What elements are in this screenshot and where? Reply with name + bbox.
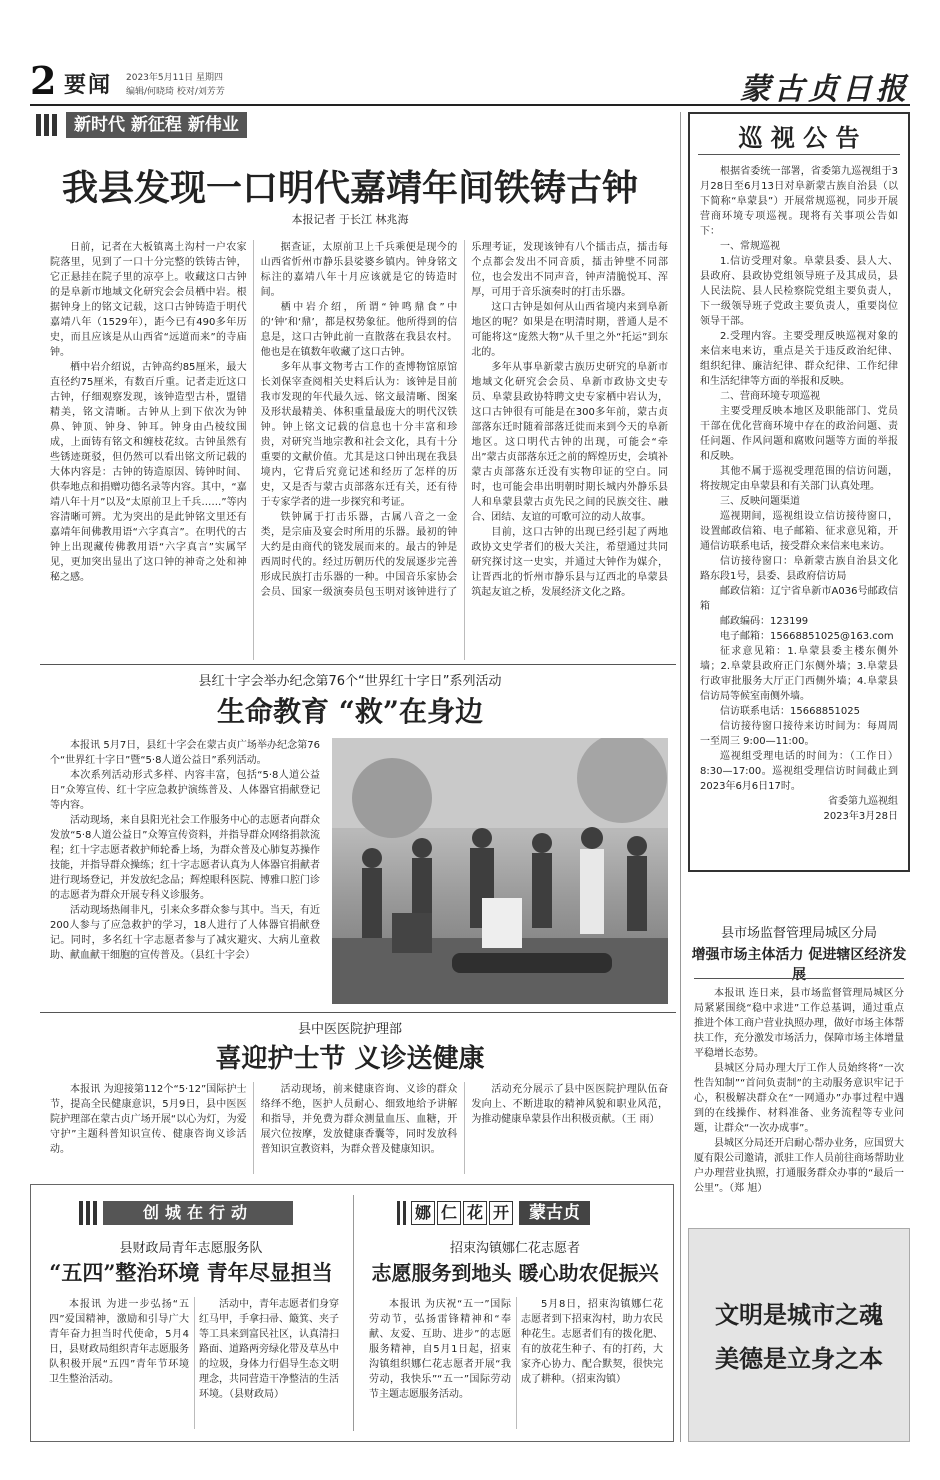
notice-paragraph: 巡视组受理电话的时间为：（工作日）8:30—17:00。巡视组受理信访时间截止到2023年6月6日17时。 bbox=[700, 751, 898, 792]
paragraph: 多年从事文物考古工作的查博物馆原馆长刘保宰查阅相关史料后认为：该钟是目前我市发现的年代最久远、铭文最清晰、图案及形状最精美、体积重量最庞大的明代汉铁钟。钟上铭文记载的信息也十分丰富和珍贵，对研究当地宗教和社会文化，具有十分重要的文献价值。尤其是这口钟出现在我县境内，它背后究竟记述和经历了怎样的历史，又是否与蒙古贞部落东迁有关，还有待于专家学者的进一步探究和考证。 bbox=[260, 362, 458, 508]
paragraph: 目前，这口古钟的出现已经引起了两地政协文史学者们的极大关注，希望通过共同研究探讨这一史实，并通过大钟作为媒介，让晋西北的忻州市静乐县与辽西北的阜蒙县筑起友谊之桥，发展经济文化之路。 bbox=[471, 527, 668, 598]
hospital-title: 喜迎护士节 义诊送健康 bbox=[215, 1044, 485, 1074]
section-header-left bbox=[79, 1201, 299, 1225]
notice-heading: 一、常规巡视 bbox=[720, 241, 780, 252]
notice-paragraph: 根据省委统一部署，省委第九巡视组于3月28日至6月13日对阜新蒙古族自治县（以下简称“阜蒙县”）开展常规巡视，同步开展营商环境专项巡视。现将有关事项公告如下： bbox=[700, 166, 898, 237]
paragraph: 多年从事阜新蒙古族历史研究的阜新市地域文化研究会会员、阜新市政协文史专员、阜蒙县政协特聘文史专家栖中岩认为，这口古钟很有可能是在300多年前，蒙古贞部落东迁时随着部落迁徙而来到今天的阜新地区。这口明代古钟的出现，可能会“牵出”蒙古贞部落东迁之前的辉煌历史，会填补蒙古贞部落东迁没有实物印证的空白。同时，也可能会串出明朝时期长城内外静乐县人和阜蒙县蒙古贞先民之间的民族交往、融合、团结、友谊的可歌可泣的动人故事。 bbox=[471, 362, 668, 523]
market-title: 增强市场主体活力 促进辖区经济发展 bbox=[691, 947, 907, 983]
market-body bbox=[694, 986, 904, 1196]
paragraph: 栖中岩介绍说，古钟高约85厘米，最大直径约75厘米，有数百斤重。记者走近这口古钟，仔细观察发现，该钟造型古朴，盟错精美，铭文清晰。古钟从上到下依次为钟鼻、钟顶、钟身、钟耳。钟身由凸棱纹围成，上面铸有铭文和缠枝花纹。古钟虽然有些锈迹斑驳，但仍然可以看出铭文所记载的大体内容是：古钟的铸造原因、铸钟时间、供奉地点和捐赠功德名录等内容。其中，“嘉靖八年十月”以及“太原前卫上千兵……”等内容清晰可辨。尤为突出的是此钟铭文里还有嘉靖年间佛教用语“六字真言”。在明代的古钟上出现藏传佛教用语“六字真言”实属罕见，更加突出显出了这口钟的神奇之处和神秘之感。 bbox=[50, 362, 247, 583]
notice-paragraph: 信访接待窗口：阜新蒙古族自治县文化路东段1号，县委、县政府信访局 bbox=[700, 556, 898, 582]
redcross-body bbox=[50, 738, 320, 963]
slogan-box bbox=[688, 1228, 910, 1442]
notice-date: 2023年3月28日 bbox=[823, 811, 898, 822]
paragraph: 铁钟属于打击乐器，古属八音之一金类，是宗庙及宴会时所用的乐器。最初的钟大约是由商代的铙发展而来的。最古的钟是西周时代的。经过历朝历代的发展逐步完善形成民族打击乐器的一种。中国音乐家协会会员、国家一级演奏员包玉明对该钟进行了乐理考证，发现该钟有八个擂击点，擂击每个点都会发出不同音质，擂击钟壁不同部位，也会发出不同声音，钟声清脆悦耳、浑厚，可用于音乐演奏时的打击乐器。 bbox=[260, 242, 668, 598]
paragraph: 活动现场热闹非凡，引来众多群众参与其中。当天，有近200人参与了应急救护的学习，18人进行了人体器官捐献登记。同时，多名红十字志愿者参与了减灾避灾、大病儿童救助、献血献干细胞的宣传普及。（县红十字会） bbox=[50, 905, 320, 961]
header-box-4: 开 bbox=[489, 1201, 513, 1225]
paragraph: 栖中岩介绍，所谓“钟鸣鼎食”中的‘钟’和‘鼎’，都是权势象征。他所得到的信息是，这口古钟此前一直散落在我县农村。他也是在镇数年收藏了这口古钟。 bbox=[260, 302, 458, 358]
paper-name: 蒙古贞日报 bbox=[740, 72, 910, 107]
notice-paragraph: 1.信访受理对象。阜蒙县委、县人大、县政府、县政协党组领导班子及其成员，县人民法院、县人民检察院党组主要负责人，下一级领导班子党政主要负责人，重要岗位领导干部。 bbox=[700, 256, 898, 327]
notice-paragraph: 电子邮箱：15668851025@163.com bbox=[720, 631, 894, 642]
market-kicker: 县市场监督管理局城区分局 bbox=[720, 926, 877, 941]
notice-paragraph: 邮政编码：123199 bbox=[720, 616, 809, 627]
editors: 编辑/何晓琦 校对/刘芳芳 bbox=[126, 87, 225, 97]
notice-paragraph: 2.受理内容。主要受理反映巡视对象的来信来电来访，重点是关于违反政治纪律、组织纪律、廉洁纪律、群众纪律、工作纪律和生活纪律等方面的举报和反映。 bbox=[700, 331, 898, 387]
paragraph: 本报讯 连日来，县市场监督管理局城区分局紧紧围绕“稳中求进”工作总基调，通过重点推进个体工商户营业执照办理，做好市场主体帮扶工作，充分激发市场活力，保障市场主体增量平稳增长态势。 bbox=[694, 988, 904, 1059]
paragraph: 本报讯 为进一步弘扬“五四”爱国精神，激励和引导广大青年奋力担当时代使命，5月4日，县财政局组织青年志愿服务队积极开展“五四”青年节环境卫生整治活动。 bbox=[49, 1299, 189, 1385]
bottom-mid-body bbox=[369, 1297, 663, 1429]
paragraph: 5月8日，招束沟镇娜仁花志愿者到下招束沟村，助力农民种花生。志愿者们有的拨化肥、有的放花生种子、有的打药，大家齐心协力、配合默契，很快完成了耕种。（招束沟镇） bbox=[521, 1299, 663, 1385]
header-text-left: 创城在行动 bbox=[103, 1201, 293, 1225]
notice-heading: 二、营商环境专项巡视 bbox=[720, 391, 820, 402]
lead-byline: 本报记者 于长江 林兆海 bbox=[291, 213, 409, 226]
banner-text: 新时代 新征程 新伟业 bbox=[66, 112, 247, 138]
header-box-3: 花 bbox=[463, 1201, 487, 1225]
notice-paragraph: 信访接待窗口接待来访时间为：每周周一至周三 9:00—11:00。 bbox=[700, 721, 898, 747]
notice-paragraph: 邮政信箱：辽宁省阜新市A036号邮政信箱 bbox=[700, 586, 898, 612]
paragraph: 本报讯 为迎接第112个“5·12”国际护士节，提高全民健康意识，5月9日，县中医医院护理部在蒙古贞广场开展“以心为灯，为爱守护”主题科普知识宣传、健康咨询义诊活动。 bbox=[50, 1084, 247, 1155]
issue-date: 2023年5月11日 星期四 bbox=[126, 73, 223, 83]
notice-box bbox=[688, 112, 910, 872]
notice-body bbox=[700, 164, 898, 824]
notice-paragraph: 其他不属于巡视受理范围的信访问题，将按规定由阜蒙县和有关部门认真处理。 bbox=[700, 466, 898, 492]
notice-paragraph: 主要受理反映本地区及职能部门、党员干部在优化营商环境中存在的政治问题、责任问题、作风问题和腐败问题等方面的举报和反映。 bbox=[700, 406, 898, 462]
redcross-title: 生命教育 “救”在身边 bbox=[217, 695, 483, 728]
bottom-left-body bbox=[49, 1297, 339, 1429]
crowd-figures-illustration bbox=[332, 738, 668, 1004]
lead-body bbox=[50, 240, 668, 660]
page-number: 2 bbox=[30, 58, 57, 103]
banner bbox=[36, 112, 306, 138]
paragraph: 县城区分局办理大厅工作人员始终将“一次性告知制”“首问负责制”的主动服务意识牢记于心，积极解决群众在“一网通办”办事过程中遇到的在线操作、材料准备、业务流程等专业问题，让群众“一次办成事”。 bbox=[694, 1063, 904, 1134]
paragraph: 活动现场，来自县阳光社会工作服务中心的志愿者向群众发放“5·8人道公益日”众筹宣传资料，并指导群众网络捐款流程；红十字志愿者救护师轮番上场，为群众普及心肺复苏操作技能，并指导群众操练；红十字志愿者认真为人体器官捐献者进行现场登记，并发放纪念品；辉煌眼科医院、博雅口腔门诊的志愿者为群众开展专科义诊服务。 bbox=[50, 815, 320, 901]
paragraph: 县城区分局还开启耐心帮办业务，应国贸大厦有限公司邀请，派驻工作人员前往商场帮助业户办理营业执照，打通服务群众办事的“最后一公里”。（郑 旭） bbox=[694, 1138, 904, 1194]
notice-paragraph: 信访联系电话：15668851025 bbox=[720, 706, 860, 717]
hospital-body bbox=[50, 1082, 668, 1174]
event-photo bbox=[332, 738, 668, 1004]
bottom-mid-title: 志愿服务到地头 暖心助农促振兴 bbox=[371, 1261, 659, 1285]
bottom-mid-kicker: 招束沟镇娜仁花志愿者 bbox=[449, 1241, 580, 1256]
masthead bbox=[30, 58, 910, 107]
hospital-kicker: 县中医医院护理部 bbox=[297, 1022, 402, 1037]
notice-paragraph: 巡视期间，巡视组设立信访接待窗口，设置邮政信箱、电子邮箱、征求意见箱，开通信访联系电话，接受群众来信来电来访。 bbox=[700, 511, 898, 552]
notice-paragraph: 征求意见箱：1.阜蒙县委主楼东侧外墙；2.阜蒙县政府正门东侧外墙；3.阜蒙县行政审批服务大厅正门西侧外墙；4.阜蒙县信访局等候室南侧外墙。 bbox=[700, 646, 898, 702]
bottom-left-kicker: 县财政局青年志愿服务队 bbox=[119, 1241, 263, 1256]
notice-heading: 三、反映问题渠道 bbox=[720, 496, 800, 507]
notice-signature: 省委第九巡视组 bbox=[828, 796, 898, 807]
slogan-line-1: 文明是城市之魂 bbox=[715, 1300, 883, 1329]
paragraph: 日前，记者在大板镇离土沟村一户农家院落里，见到了一口十分完整的铁铸古钟，它正悬挂在院子里的凉亭上。收藏这口古钟的是阜新市地域文化研究会会员栖中岩。根据钟身上的铭文记载，这口古钟铸造于明代嘉靖八年（1529年），距今已有490多年历史，而且应该是从山西省“远道而来”的寺庙钟。 bbox=[50, 242, 247, 358]
header-tail: 蒙古贞 bbox=[519, 1201, 590, 1225]
paragraph: 活动充分展示了县中医医院护理队伍奋发向上、不断进取的精神风貌和职业风范，为推动健康阜蒙县作出积极贡献。（王 雨） bbox=[471, 1084, 668, 1125]
paragraph: 据查证，太原前卫上千兵乘便是现今的山西省忻州市静乐县娑婆乡镇内。钟身铭文标注的嘉靖八年十月应该就是它的铸造时间。 bbox=[260, 242, 458, 298]
paragraph: 这口古钟是如何从山西省境内来到阜新地区的呢？如果是在明清时期，普通人是不可能将这“庞然大物”从千里之外“托运”到东北的。 bbox=[471, 302, 668, 358]
section-header-right bbox=[397, 1199, 657, 1227]
header-box-2: 仁 bbox=[437, 1201, 461, 1225]
paragraph: 活动中，青年志愿者们身穿红马甲，手拿扫帚、簸箕、夹子等工具来到富民社区，认真清扫路面、道路两旁绿化带及草丛中的垃圾，身体力行倡导生态文明理念，共同营造干净整洁的生活环境。（县财政局） bbox=[199, 1299, 339, 1400]
slogan-line-2: 美德是立身之本 bbox=[715, 1344, 883, 1373]
header-box-1: 娜 bbox=[411, 1201, 435, 1225]
section-name: 要闻 bbox=[64, 73, 113, 98]
banner-bar-icon bbox=[36, 114, 41, 136]
paragraph: 本报讯 为庆祝“五一”国际劳动节，弘扬雷锋精神和“奉献、友爱、互助、进步”的志愿服务精神，自5月1日起，招束沟镇组织娜仁花志愿者开展“我劳动，我快乐”“五一”国际劳动节主题志愿服务活动。 bbox=[369, 1299, 511, 1400]
header-bars-icon bbox=[79, 1201, 83, 1225]
redcross-kicker: 县红十字会举办纪念第76个“世界红十字日”系列活动 bbox=[198, 674, 502, 689]
paragraph: 本次系列活动形式多样、内容丰富，包括“5·8人道公益日”众筹宣传、红十字应急救护演练普及、人体器官捐献登记等内容。 bbox=[50, 770, 320, 811]
paragraph: 活动现场，前来健康咨询、义诊的群众络绎不绝，医护人员耐心、细致地给予讲解和指导，并免费为群众测量血压、血糖，开展穴位按摩，发放健康香囊等，同时发放科普知识宣教资料，为群众普及健康知识。 bbox=[260, 1084, 458, 1155]
paragraph: 本报讯 5月7日，县红十字会在蒙古贞广场举办纪念第76个“世界红十字日”暨“5·8人道公益日”系列活动。 bbox=[50, 740, 320, 766]
notice-title: 巡 视 公 告 bbox=[738, 123, 860, 152]
lead-title: 我县发现一口明代嘉靖年间铁铸古钟 bbox=[61, 167, 638, 209]
bottom-left-title: “五四”整治环境 青年尽显担当 bbox=[49, 1260, 333, 1285]
bottom-box bbox=[30, 1184, 674, 1442]
